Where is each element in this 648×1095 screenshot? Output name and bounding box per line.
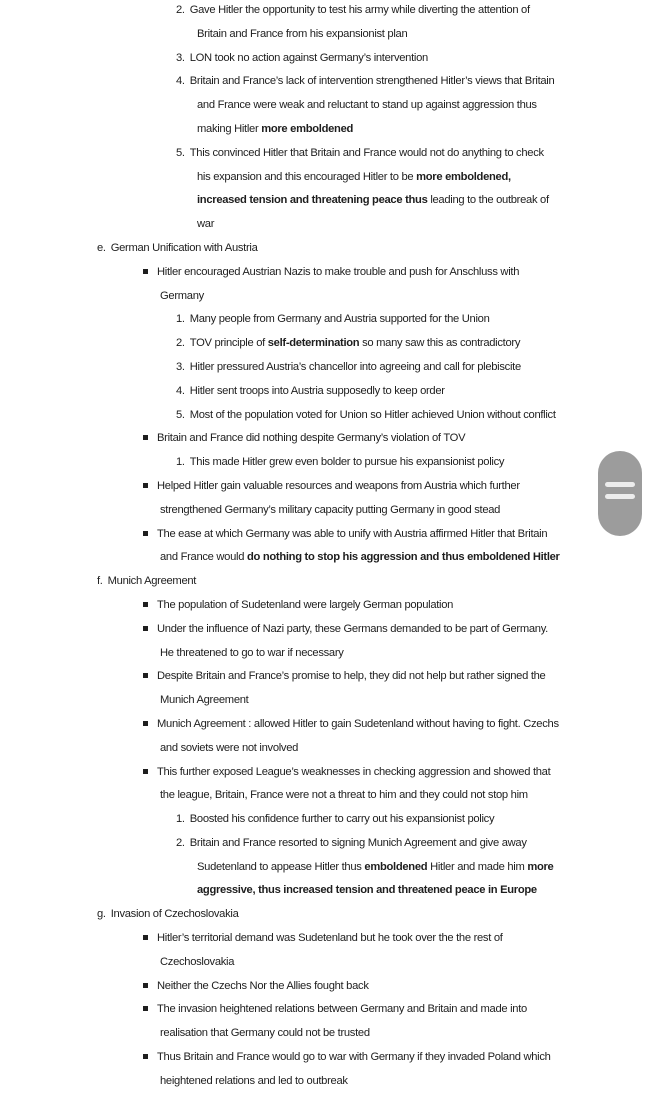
square-bullet-icon: [143, 602, 148, 607]
doc-line: [0, 927, 648, 951]
text-segment: Thus Britain and France would go to war with Germany if they invaded Poland which: [157, 1051, 551, 1064]
text-segment: and soviets were not involved: [160, 741, 299, 754]
square-bullet-icon: [143, 1006, 148, 1011]
text-segment: He threatened to go to war if necessary: [160, 646, 344, 659]
doc-line: [0, 808, 648, 832]
doc-line: [0, 1070, 648, 1094]
doc-line: [0, 70, 648, 94]
text-segment: This convinced Hitler that Britain and France would not do anything to check: [189, 146, 544, 159]
square-bullet-icon: [143, 983, 148, 988]
square-bullet-icon: [143, 935, 148, 940]
text-segment: Sudetenland to appease Hitler thus: [197, 860, 365, 873]
list-marker: 4.: [176, 75, 185, 88]
list-marker: 2.: [176, 836, 185, 849]
square-bullet-icon: [143, 673, 148, 678]
bold-text-segment: self-determination: [267, 337, 360, 350]
scroll-handle-grip-icon: [605, 494, 635, 499]
text-segment: Invasion of Czechoslovakia: [110, 908, 239, 921]
doc-line: [0, 475, 648, 499]
text-segment: realisation that Germany could not be trusted: [160, 1027, 370, 1040]
doc-line: [0, 594, 648, 618]
list-marker: 1.: [176, 313, 185, 326]
text-segment: LON took no action against Germany’s intervention: [189, 51, 428, 64]
doc-line: [0, 308, 648, 332]
doc-line: [0, 761, 648, 785]
bold-text-segment: increased tension and threatening peace thus: [197, 194, 428, 207]
doc-line: [0, 142, 648, 166]
text-segment: Hitler encouraged Austrian Nazis to make trouble and push for Anschluss with: [157, 265, 520, 278]
doc-line: [0, 665, 648, 689]
text-segment: This made Hitler grew even bolder to pursue his expansionist policy: [189, 456, 505, 469]
text-segment: and France would: [160, 551, 247, 564]
text-segment: German Unification with Austria: [110, 241, 258, 254]
scroll-handle[interactable]: [598, 451, 642, 536]
doc-line: [0, 189, 648, 213]
text-segment: the league, Britain, France were not a threat to him and they could not stop him: [160, 789, 528, 802]
list-marker: 4.: [176, 384, 185, 397]
text-segment: Britain and France resorted to signing Munich Agreement and give away: [189, 836, 527, 849]
doc-line: [0, 951, 648, 975]
text-segment: Munich Agreement: [160, 694, 249, 707]
doc-line: [0, 285, 648, 309]
text-segment: Munich Agreement: [107, 575, 197, 588]
text-segment: leading to the outbreak of: [427, 194, 549, 207]
text-segment: Germany: [160, 289, 204, 302]
list-marker: 1.: [176, 813, 185, 826]
text-segment: Boosted his confidence further to carry out his expansionist policy: [189, 813, 495, 826]
text-segment: Neither the Czechs Nor the Allies fought back: [157, 979, 369, 992]
text-segment: Munich Agreement : allowed Hitler to gain Sudetenland without having to fight. Czechs: [157, 717, 559, 730]
text-segment: so many saw this as contradictory: [359, 337, 521, 350]
doc-line: [0, 1046, 648, 1070]
doc-line: [0, 94, 648, 118]
square-bullet-icon: [143, 721, 148, 726]
square-bullet-icon: [143, 769, 148, 774]
text-segment: Britain and France’s lack of intervention strengthened Hitler’s views that Britain: [189, 75, 555, 88]
text-segment: The population of Sudetenland were largely German population: [157, 598, 454, 611]
text-segment: Despite Britain and France’s promise to help, they did not help but rather signed the: [157, 670, 546, 683]
text-segment: making Hitler: [197, 122, 262, 135]
doc-line: [0, 23, 648, 47]
doc-line: [0, 879, 648, 903]
text-segment: Under the influence of Nazi party, these Germans demanded to be part of Germany.: [157, 622, 548, 635]
doc-line: [0, 332, 648, 356]
bold-text-segment: more emboldened: [261, 122, 354, 135]
list-marker: 2.: [176, 4, 185, 16]
text-segment: Most of the population voted for Union so Hitler achieved Union without conflict: [189, 408, 556, 421]
doc-line: [0, 689, 648, 713]
doc-line: [0, 737, 648, 761]
text-segment: Britain and France from his expansionist plan: [197, 27, 408, 40]
bold-text-segment: more emboldened,: [416, 170, 511, 183]
text-segment: Gave Hitler the opportunity to test his army while diverting the attention of: [189, 4, 530, 16]
doc-line: [0, 1022, 648, 1046]
doc-line: [0, 380, 648, 404]
doc-line: [0, 784, 648, 808]
doc-line: [0, 213, 648, 237]
doc-line: [0, 237, 648, 261]
list-marker: 5.: [176, 146, 185, 159]
square-bullet-icon: [143, 1054, 148, 1059]
list-marker: 3.: [176, 360, 185, 373]
bold-text-segment: more: [527, 860, 554, 873]
doc-line: [0, 713, 648, 737]
text-segment: TOV principle of: [189, 337, 268, 350]
doc-line: [0, 427, 648, 451]
text-segment: The ease at which Germany was able to unify with Austria affirmed Hitler that Britain: [157, 527, 548, 540]
list-marker: 1.: [176, 456, 185, 469]
doc-line: [0, 118, 648, 142]
text-segment: Many people from Germany and Austria supported for the Union: [189, 313, 490, 326]
text-segment: his expansion and this encouraged Hitler to be: [197, 170, 417, 183]
doc-line: [0, 998, 648, 1022]
doc-line: [0, 642, 648, 666]
square-bullet-icon: [143, 483, 148, 488]
text-segment: Helped Hitler gain valuable resources and weapons from Austria which further: [157, 479, 520, 492]
doc-line: [0, 356, 648, 380]
doc-line: [0, 856, 648, 880]
doc-line: [0, 570, 648, 594]
doc-line: [0, 523, 648, 547]
bold-text-segment: do nothing to stop his aggression and thus emboldened Hitler: [246, 551, 560, 564]
doc-line: [0, 832, 648, 856]
square-bullet-icon: [143, 626, 148, 631]
doc-line: [0, 261, 648, 285]
doc-line: [0, 903, 648, 927]
text-segment: and France were weak and reluctant to stand up against aggression thus: [197, 99, 537, 112]
scroll-handle-grip-icon: [605, 482, 635, 487]
doc-line: [0, 451, 648, 475]
list-marker: g.: [97, 908, 106, 921]
text-segment: Hitler pressured Austria’s chancellor into agreeing and call for plebiscite: [189, 360, 521, 373]
text-segment: Hitler sent troops into Austria supposedly to keep order: [189, 384, 445, 397]
bold-text-segment: aggressive, thus increased tension and threatened peace in Europe: [197, 884, 537, 897]
doc-line: [0, 499, 648, 523]
text-segment: The invasion heightened relations between Germany and Britain and made into: [157, 1003, 527, 1016]
text-segment: war: [197, 218, 215, 231]
text-segment: Hitler and made him: [427, 860, 528, 873]
doc-line: [0, 0, 648, 23]
doc-line: [0, 546, 648, 570]
doc-line: [0, 975, 648, 999]
square-bullet-icon: [143, 269, 148, 274]
text-segment: Britain and France did nothing despite Germany’s violation of TOV: [157, 432, 466, 445]
list-marker: 2.: [176, 337, 185, 350]
list-marker: 5.: [176, 408, 185, 421]
text-segment: Hitler’s territorial demand was Sudetenland but he took over the the rest of: [157, 932, 503, 945]
text-segment: strengthened Germany’s military capacity putting Germany in good stead: [160, 503, 501, 516]
bold-text-segment: emboldened: [364, 860, 428, 873]
list-marker: 3.: [176, 51, 185, 64]
doc-line: [0, 166, 648, 190]
list-marker: f.: [97, 575, 103, 588]
doc-line: [0, 618, 648, 642]
list-marker: e.: [97, 241, 106, 254]
square-bullet-icon: [143, 435, 148, 440]
text-segment: heightened relations and led to outbreak: [160, 1074, 348, 1087]
text-segment: This further exposed League’s weaknesses in checking aggression and showed that: [157, 765, 551, 778]
text-segment: Czechoslovakia: [160, 955, 235, 968]
doc-line: [0, 47, 648, 71]
doc-line: [0, 404, 648, 428]
square-bullet-icon: [143, 531, 148, 536]
